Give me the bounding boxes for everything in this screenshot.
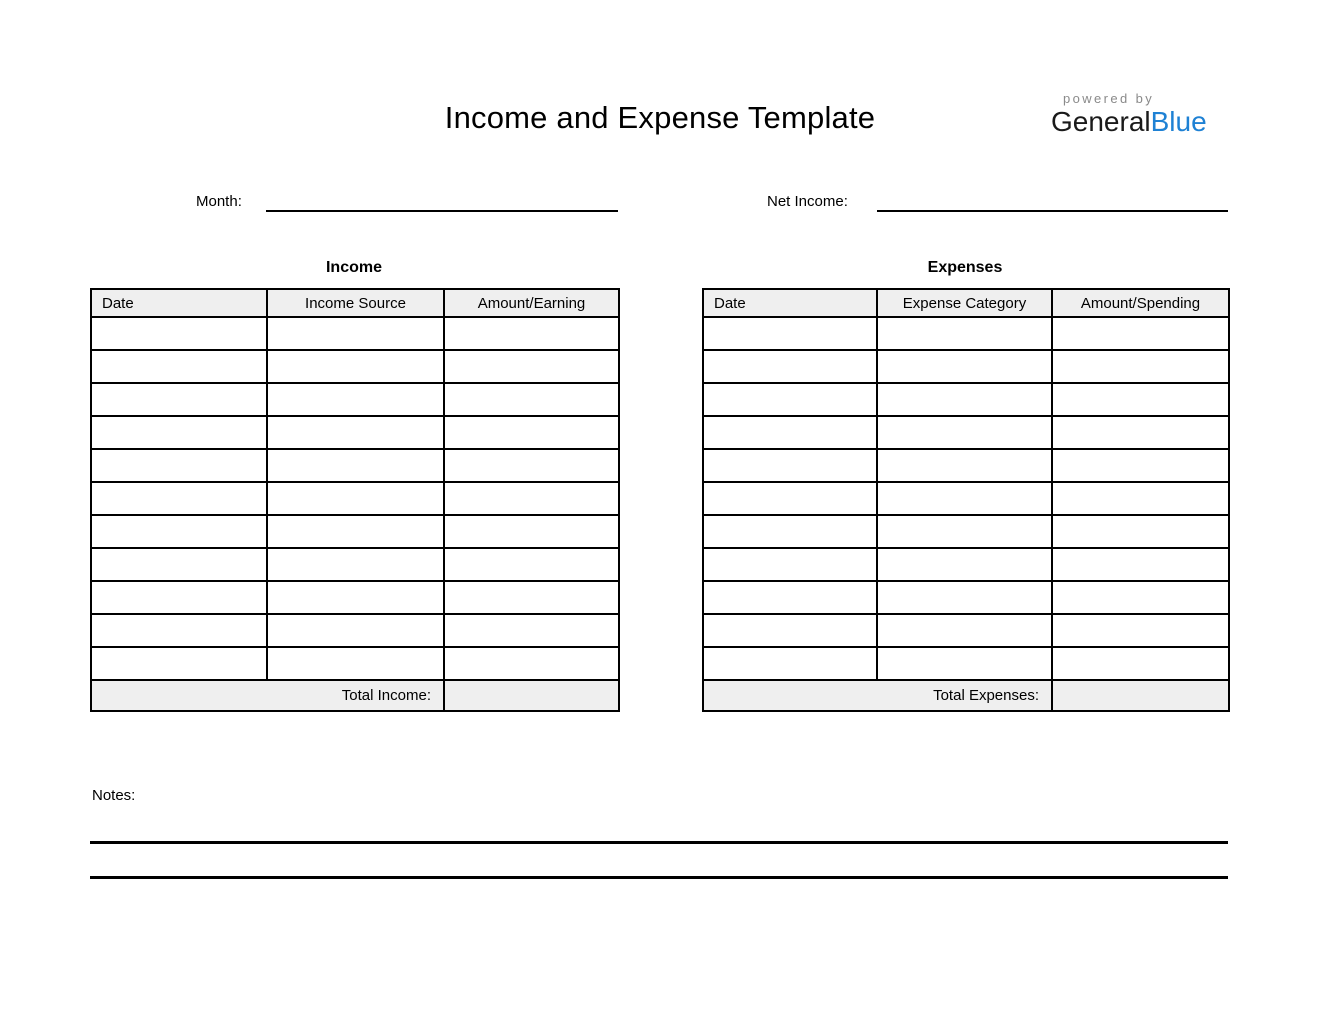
brand-general: General <box>1051 106 1151 137</box>
generalblue-logo <box>1051 91 1227 137</box>
empty-cell <box>1052 581 1229 614</box>
table-row <box>703 383 1229 416</box>
empty-cell <box>267 647 444 680</box>
table-row <box>91 647 619 680</box>
table-row <box>703 317 1229 350</box>
table-row <box>91 416 619 449</box>
empty-cell <box>703 581 877 614</box>
table-row <box>91 449 619 482</box>
table-row <box>703 416 1229 449</box>
table-row <box>91 482 619 515</box>
brand-blue: Blue <box>1150 106 1207 137</box>
expenses-total-value-cell <box>1052 680 1229 711</box>
empty-cell <box>91 548 267 581</box>
empty-cell <box>267 548 444 581</box>
income-header-date: Date <box>91 289 267 317</box>
empty-cell <box>703 614 877 647</box>
powered-by-text: powered by <box>1063 91 1155 106</box>
empty-cell <box>267 350 444 383</box>
empty-cell <box>877 548 1052 581</box>
net-income-blank-line <box>877 210 1228 212</box>
empty-cell <box>703 647 877 680</box>
empty-cell <box>444 581 619 614</box>
empty-cell <box>444 416 619 449</box>
empty-cell <box>1052 317 1229 350</box>
empty-cell <box>1052 449 1229 482</box>
table-row <box>703 581 1229 614</box>
empty-cell <box>444 482 619 515</box>
income-header-amount: Amount/Earning <box>444 289 619 317</box>
empty-cell <box>91 416 267 449</box>
empty-cell <box>877 581 1052 614</box>
income-table-footer <box>91 680 619 711</box>
empty-cell <box>91 482 267 515</box>
empty-cell <box>91 350 267 383</box>
table-row <box>703 350 1229 383</box>
empty-cell <box>267 515 444 548</box>
page-title: Income and Expense Template <box>444 100 876 135</box>
expenses-header-category: Expense Category <box>877 289 1052 317</box>
empty-cell <box>877 482 1052 515</box>
empty-cell <box>444 383 619 416</box>
income-table-header <box>91 289 619 317</box>
empty-cell <box>1052 515 1229 548</box>
empty-cell <box>444 317 619 350</box>
empty-cell <box>703 482 877 515</box>
table-row <box>703 515 1229 548</box>
empty-cell <box>1052 416 1229 449</box>
expenses-table-body <box>703 317 1229 680</box>
table-row <box>91 581 619 614</box>
table-row <box>703 482 1229 515</box>
empty-cell <box>703 449 877 482</box>
empty-cell <box>703 548 877 581</box>
empty-cell <box>703 515 877 548</box>
income-table <box>90 288 620 712</box>
empty-cell <box>91 581 267 614</box>
empty-cell <box>444 647 619 680</box>
empty-cell <box>877 515 1052 548</box>
header-row <box>91 289 619 317</box>
empty-cell <box>703 317 877 350</box>
empty-cell <box>91 647 267 680</box>
table-row <box>91 548 619 581</box>
expenses-total-label: Total Expenses: <box>703 680 1052 711</box>
notes-label: Notes: <box>92 787 136 804</box>
month-label: Month: <box>196 193 242 210</box>
empty-cell <box>877 317 1052 350</box>
empty-cell <box>703 350 877 383</box>
income-total-label: Total Income: <box>91 680 444 711</box>
month-blank-line <box>266 210 618 212</box>
empty-cell <box>267 614 444 647</box>
empty-cell <box>91 449 267 482</box>
empty-cell <box>877 383 1052 416</box>
table-row <box>703 614 1229 647</box>
income-section-title: Income <box>325 259 382 276</box>
empty-cell <box>267 581 444 614</box>
net-income-label: Net Income: <box>767 193 848 210</box>
empty-cell <box>267 482 444 515</box>
empty-cell <box>91 515 267 548</box>
expenses-section-title: Expenses <box>927 259 1003 276</box>
empty-cell <box>267 383 444 416</box>
expenses-header-amount: Amount/Spending <box>1052 289 1229 317</box>
table-row <box>91 317 619 350</box>
expenses-table-header <box>703 289 1229 317</box>
empty-cell <box>267 317 444 350</box>
table-row <box>91 515 619 548</box>
table-row <box>91 383 619 416</box>
empty-cell <box>91 383 267 416</box>
empty-cell <box>91 317 267 350</box>
empty-cell <box>877 647 1052 680</box>
empty-cell <box>444 449 619 482</box>
empty-cell <box>877 614 1052 647</box>
brand-wordmark <box>1051 107 1227 137</box>
empty-cell <box>444 515 619 548</box>
empty-cell <box>703 383 877 416</box>
empty-cell <box>1052 350 1229 383</box>
empty-cell <box>1052 614 1229 647</box>
table-row <box>703 647 1229 680</box>
empty-cell <box>1052 647 1229 680</box>
empty-cell <box>444 350 619 383</box>
empty-cell <box>703 416 877 449</box>
empty-cell <box>91 614 267 647</box>
table-row <box>703 449 1229 482</box>
notes-rule-line <box>90 876 1228 879</box>
table-row <box>703 548 1229 581</box>
expenses-table-footer <box>703 680 1229 711</box>
expenses-table <box>702 288 1230 712</box>
empty-cell <box>877 416 1052 449</box>
empty-cell <box>444 614 619 647</box>
income-total-row <box>91 680 619 711</box>
income-total-value-cell <box>444 680 619 711</box>
empty-cell <box>1052 383 1229 416</box>
empty-cell <box>267 449 444 482</box>
empty-cell <box>1052 548 1229 581</box>
empty-cell <box>267 416 444 449</box>
table-row <box>91 614 619 647</box>
empty-cell <box>444 548 619 581</box>
notes-rule-line <box>90 841 1228 844</box>
expenses-header-date: Date <box>703 289 877 317</box>
table-row <box>91 350 619 383</box>
empty-cell <box>877 350 1052 383</box>
income-header-source: Income Source <box>267 289 444 317</box>
income-table-body <box>91 317 619 680</box>
empty-cell <box>1052 482 1229 515</box>
expenses-total-row <box>703 680 1229 711</box>
empty-cell <box>877 449 1052 482</box>
header-row <box>703 289 1229 317</box>
